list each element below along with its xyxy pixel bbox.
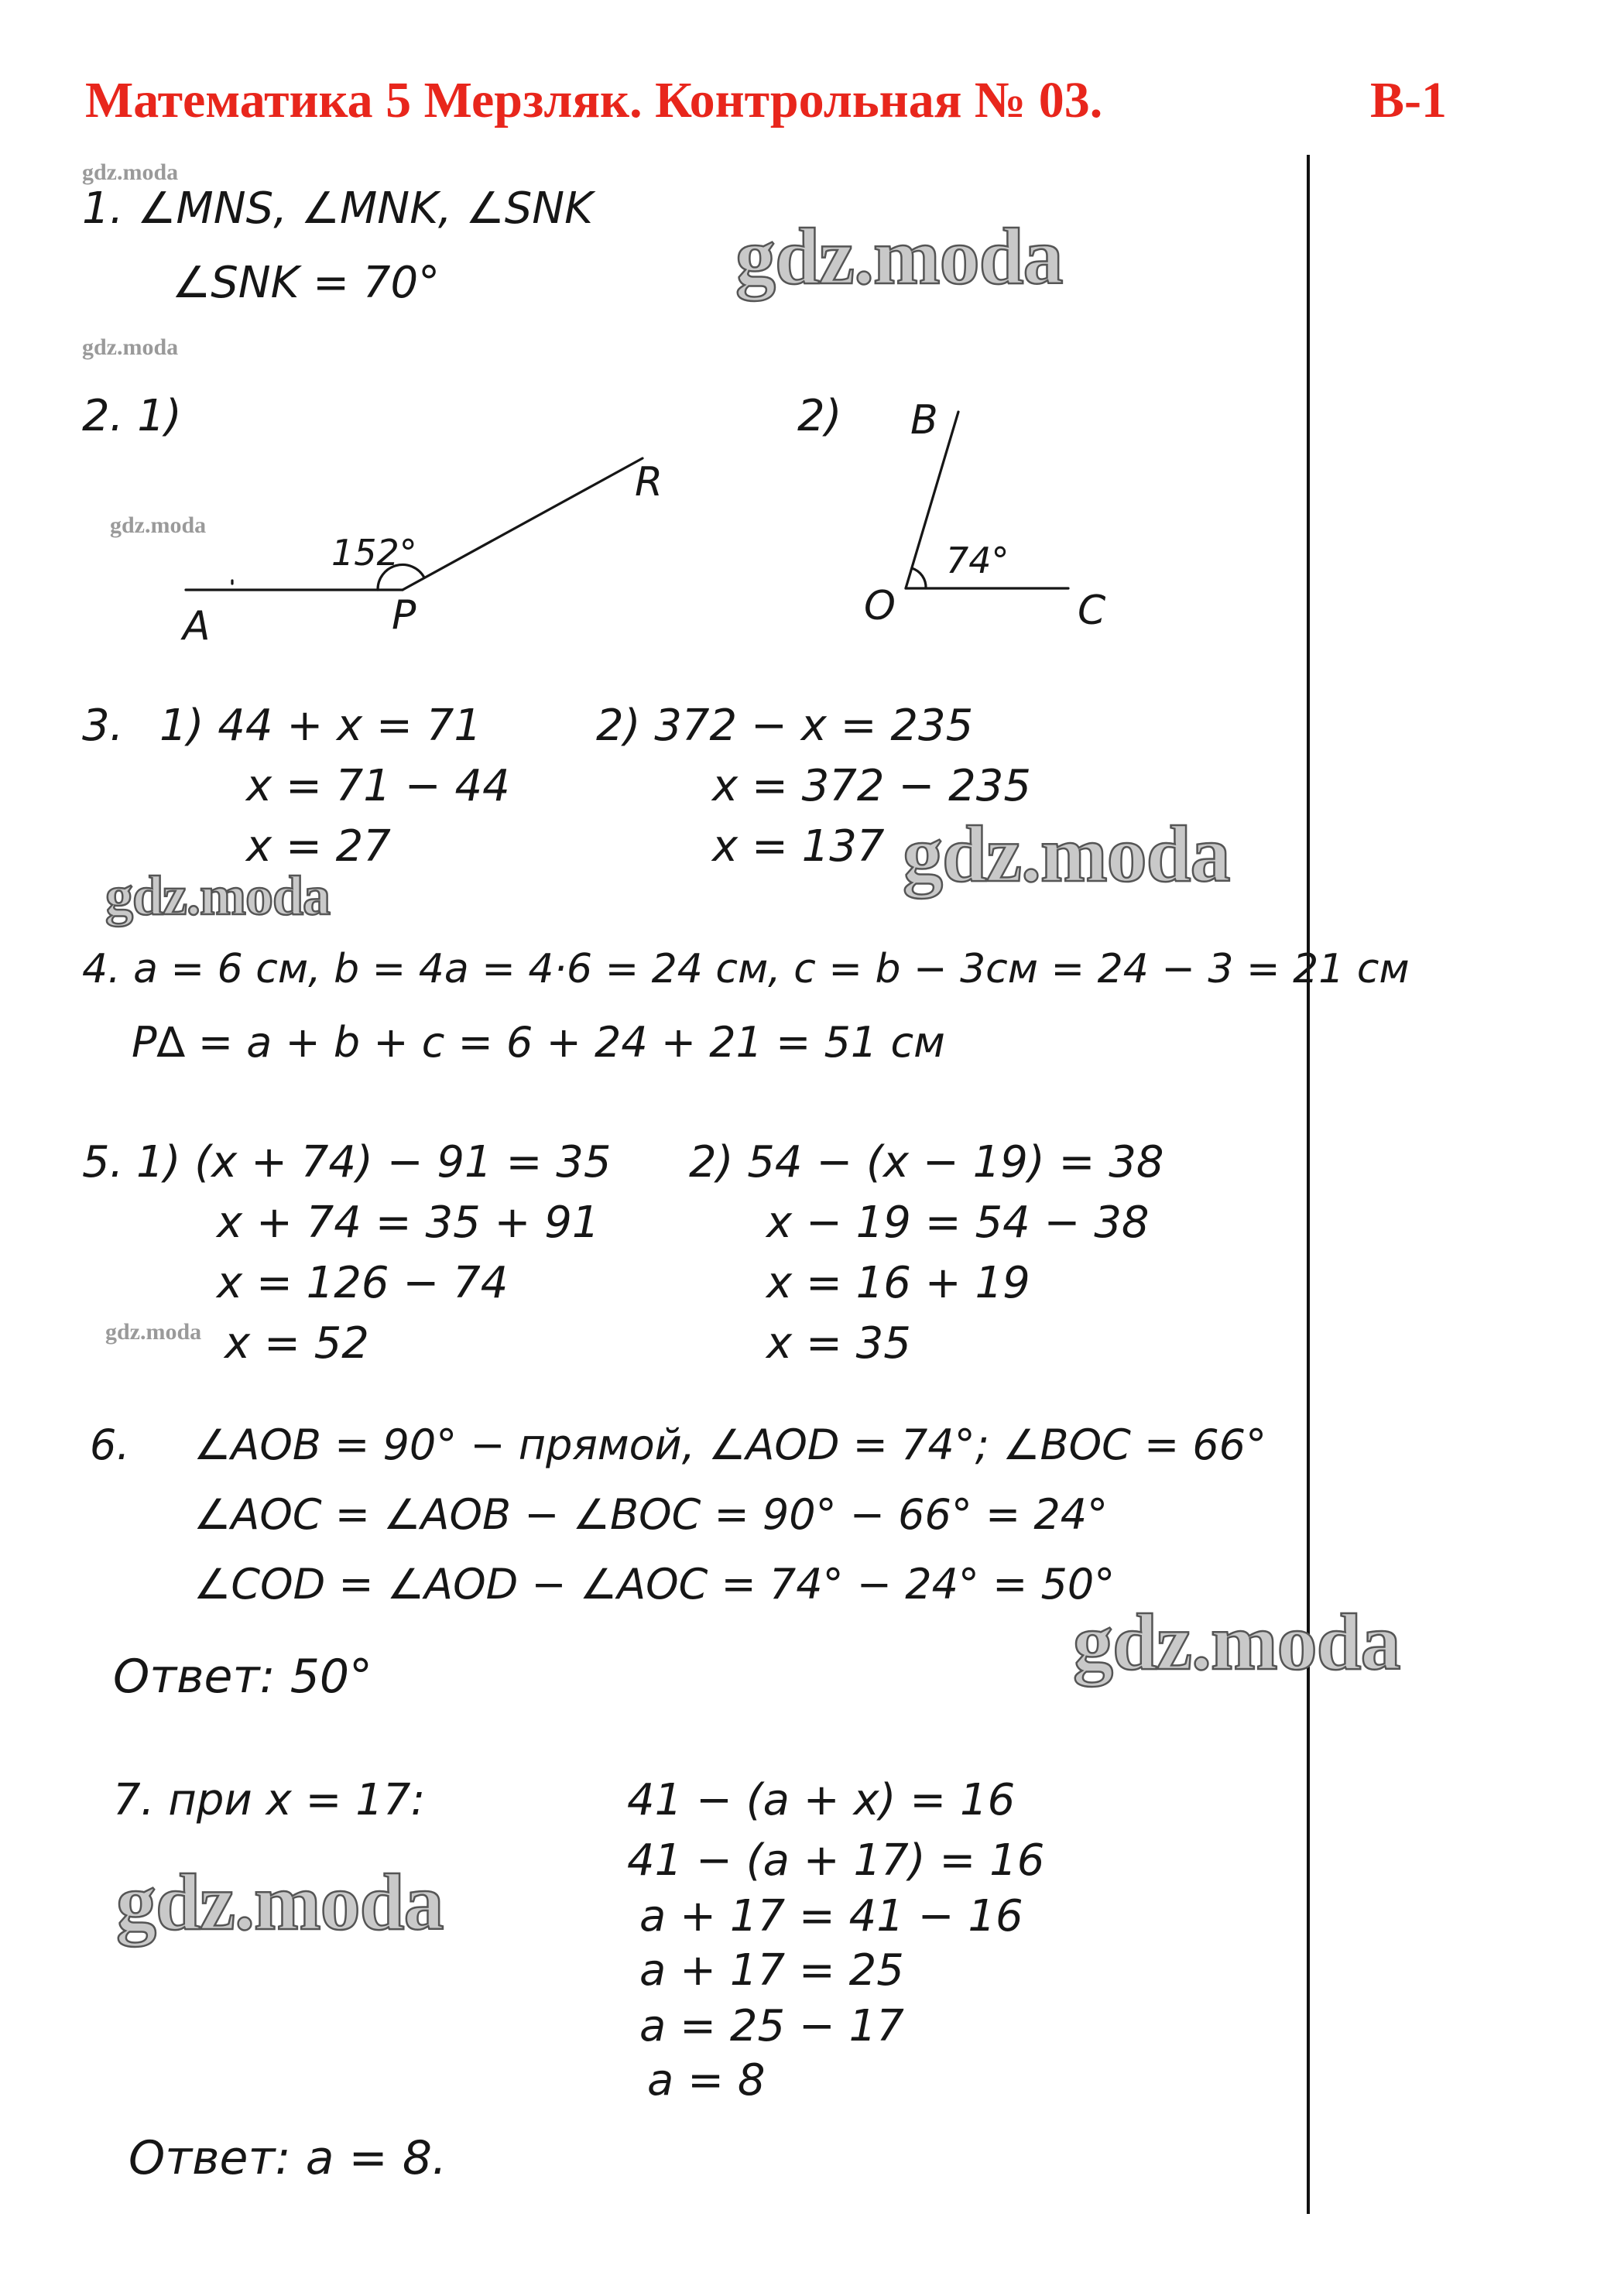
task3-col2-line3: x = 137 bbox=[712, 821, 885, 872]
watermark-small: gdz.moda bbox=[105, 1319, 202, 1345]
task3-col1-line2: x = 71 − 44 bbox=[246, 761, 510, 811]
task7-answer: Ответ: a = 8. bbox=[129, 2131, 447, 2185]
watermark-large: gdz.moda bbox=[735, 212, 1063, 301]
point-r-label: R bbox=[635, 459, 663, 505]
watermark-large: gdz.moda bbox=[1073, 1598, 1400, 1687]
task1-result: ∠SNK = 70° bbox=[172, 258, 440, 308]
task3-col2-line2: x = 372 − 235 bbox=[712, 761, 1031, 811]
task5-col2-line3: x = 16 + 19 bbox=[766, 1258, 1030, 1308]
watermark-small: gdz.moda bbox=[82, 159, 179, 185]
point-a-label: A bbox=[183, 603, 211, 649]
task5-col2-line2: x − 19 = 54 − 38 bbox=[766, 1198, 1150, 1248]
task2-part2-label: 2) bbox=[797, 391, 842, 441]
task5-col2-line1: 2) 54 − (x − 19) = 38 bbox=[689, 1137, 1164, 1187]
task6-line1: ∠AOB = 90° − прямой, ∠AOD = 74°; ∠BOC = 66° bbox=[194, 1420, 1267, 1469]
angle-152-label: 152° bbox=[331, 532, 417, 574]
task1-angles: 1. ∠MNS, ∠MNK, ∠SNK bbox=[82, 183, 593, 234]
task7-line4: a + 17 = 25 bbox=[639, 1945, 904, 1996]
task5-col1-line1: 1) (x + 74) − 91 = 35 bbox=[136, 1137, 612, 1187]
point-b-label: B bbox=[910, 397, 938, 444]
task5-col1-line2: x + 74 = 35 + 91 bbox=[217, 1198, 600, 1248]
task6-line2: ∠AOC = ∠AOB − ∠BOC = 90° − 66° = 24° bbox=[194, 1490, 1109, 1539]
task7-line2: 41 − (a + 17) = 16 bbox=[627, 1835, 1045, 1886]
task6-answer: Ответ: 50° bbox=[113, 1650, 373, 1704]
task5-col1-line3: x = 126 − 74 bbox=[217, 1258, 509, 1308]
task5-label: 5. bbox=[82, 1137, 124, 1187]
point-c-label: C bbox=[1078, 588, 1106, 634]
task6-line3: ∠COD = ∠AOD − ∠AOC = 74° − 24° = 50° bbox=[194, 1560, 1116, 1609]
watermark-small: gdz.moda bbox=[110, 512, 207, 538]
watermark-small: gdz.moda bbox=[82, 334, 179, 360]
watermark-large: gdz.moda bbox=[116, 1858, 444, 1947]
task2-part1-label: 2. 1) bbox=[82, 391, 182, 441]
title-text: Математика 5 Мерзляк. Контрольная № 03. bbox=[85, 72, 1103, 129]
angle-74-label: 74° bbox=[946, 540, 1009, 581]
watermark-large: gdz.moda bbox=[105, 865, 331, 927]
point-p-label: P bbox=[392, 592, 416, 639]
point-o-label: O bbox=[864, 583, 896, 629]
task3-col1-line3: x = 27 bbox=[246, 821, 391, 872]
task3-col1-line1: 1) 44 + x = 71 bbox=[159, 701, 481, 751]
task7-line6: a = 8 bbox=[647, 2055, 766, 2106]
task5-col1-line4: x = 52 bbox=[224, 1318, 369, 1369]
task7-label: 7. при x = 17: bbox=[113, 1775, 426, 1825]
task3-label: 3. bbox=[82, 701, 124, 751]
task6-label: 6. bbox=[90, 1420, 130, 1469]
watermark-large: gdz.moda bbox=[903, 810, 1230, 899]
task7-line5: a = 25 − 17 bbox=[639, 2001, 904, 2051]
task3-col2-line1: 2) 372 − x = 235 bbox=[596, 701, 974, 751]
angle-arc bbox=[912, 568, 926, 588]
task7-line3: a + 17 = 41 − 16 bbox=[639, 1891, 1023, 1941]
variant-label: В-1 bbox=[1370, 72, 1447, 129]
task7-line1: 41 − (a + x) = 16 bbox=[627, 1775, 1016, 1825]
task4-line1: 4. a = 6 см, b = 4a = 4·6 = 24 см, c = b − 3см = 24 − 3 = 21 см bbox=[82, 946, 1410, 992]
task5-col2-line4: x = 35 bbox=[766, 1318, 911, 1369]
task4-line2: P∆ = a + b + c = 6 + 24 + 21 = 51 см bbox=[132, 1018, 945, 1067]
